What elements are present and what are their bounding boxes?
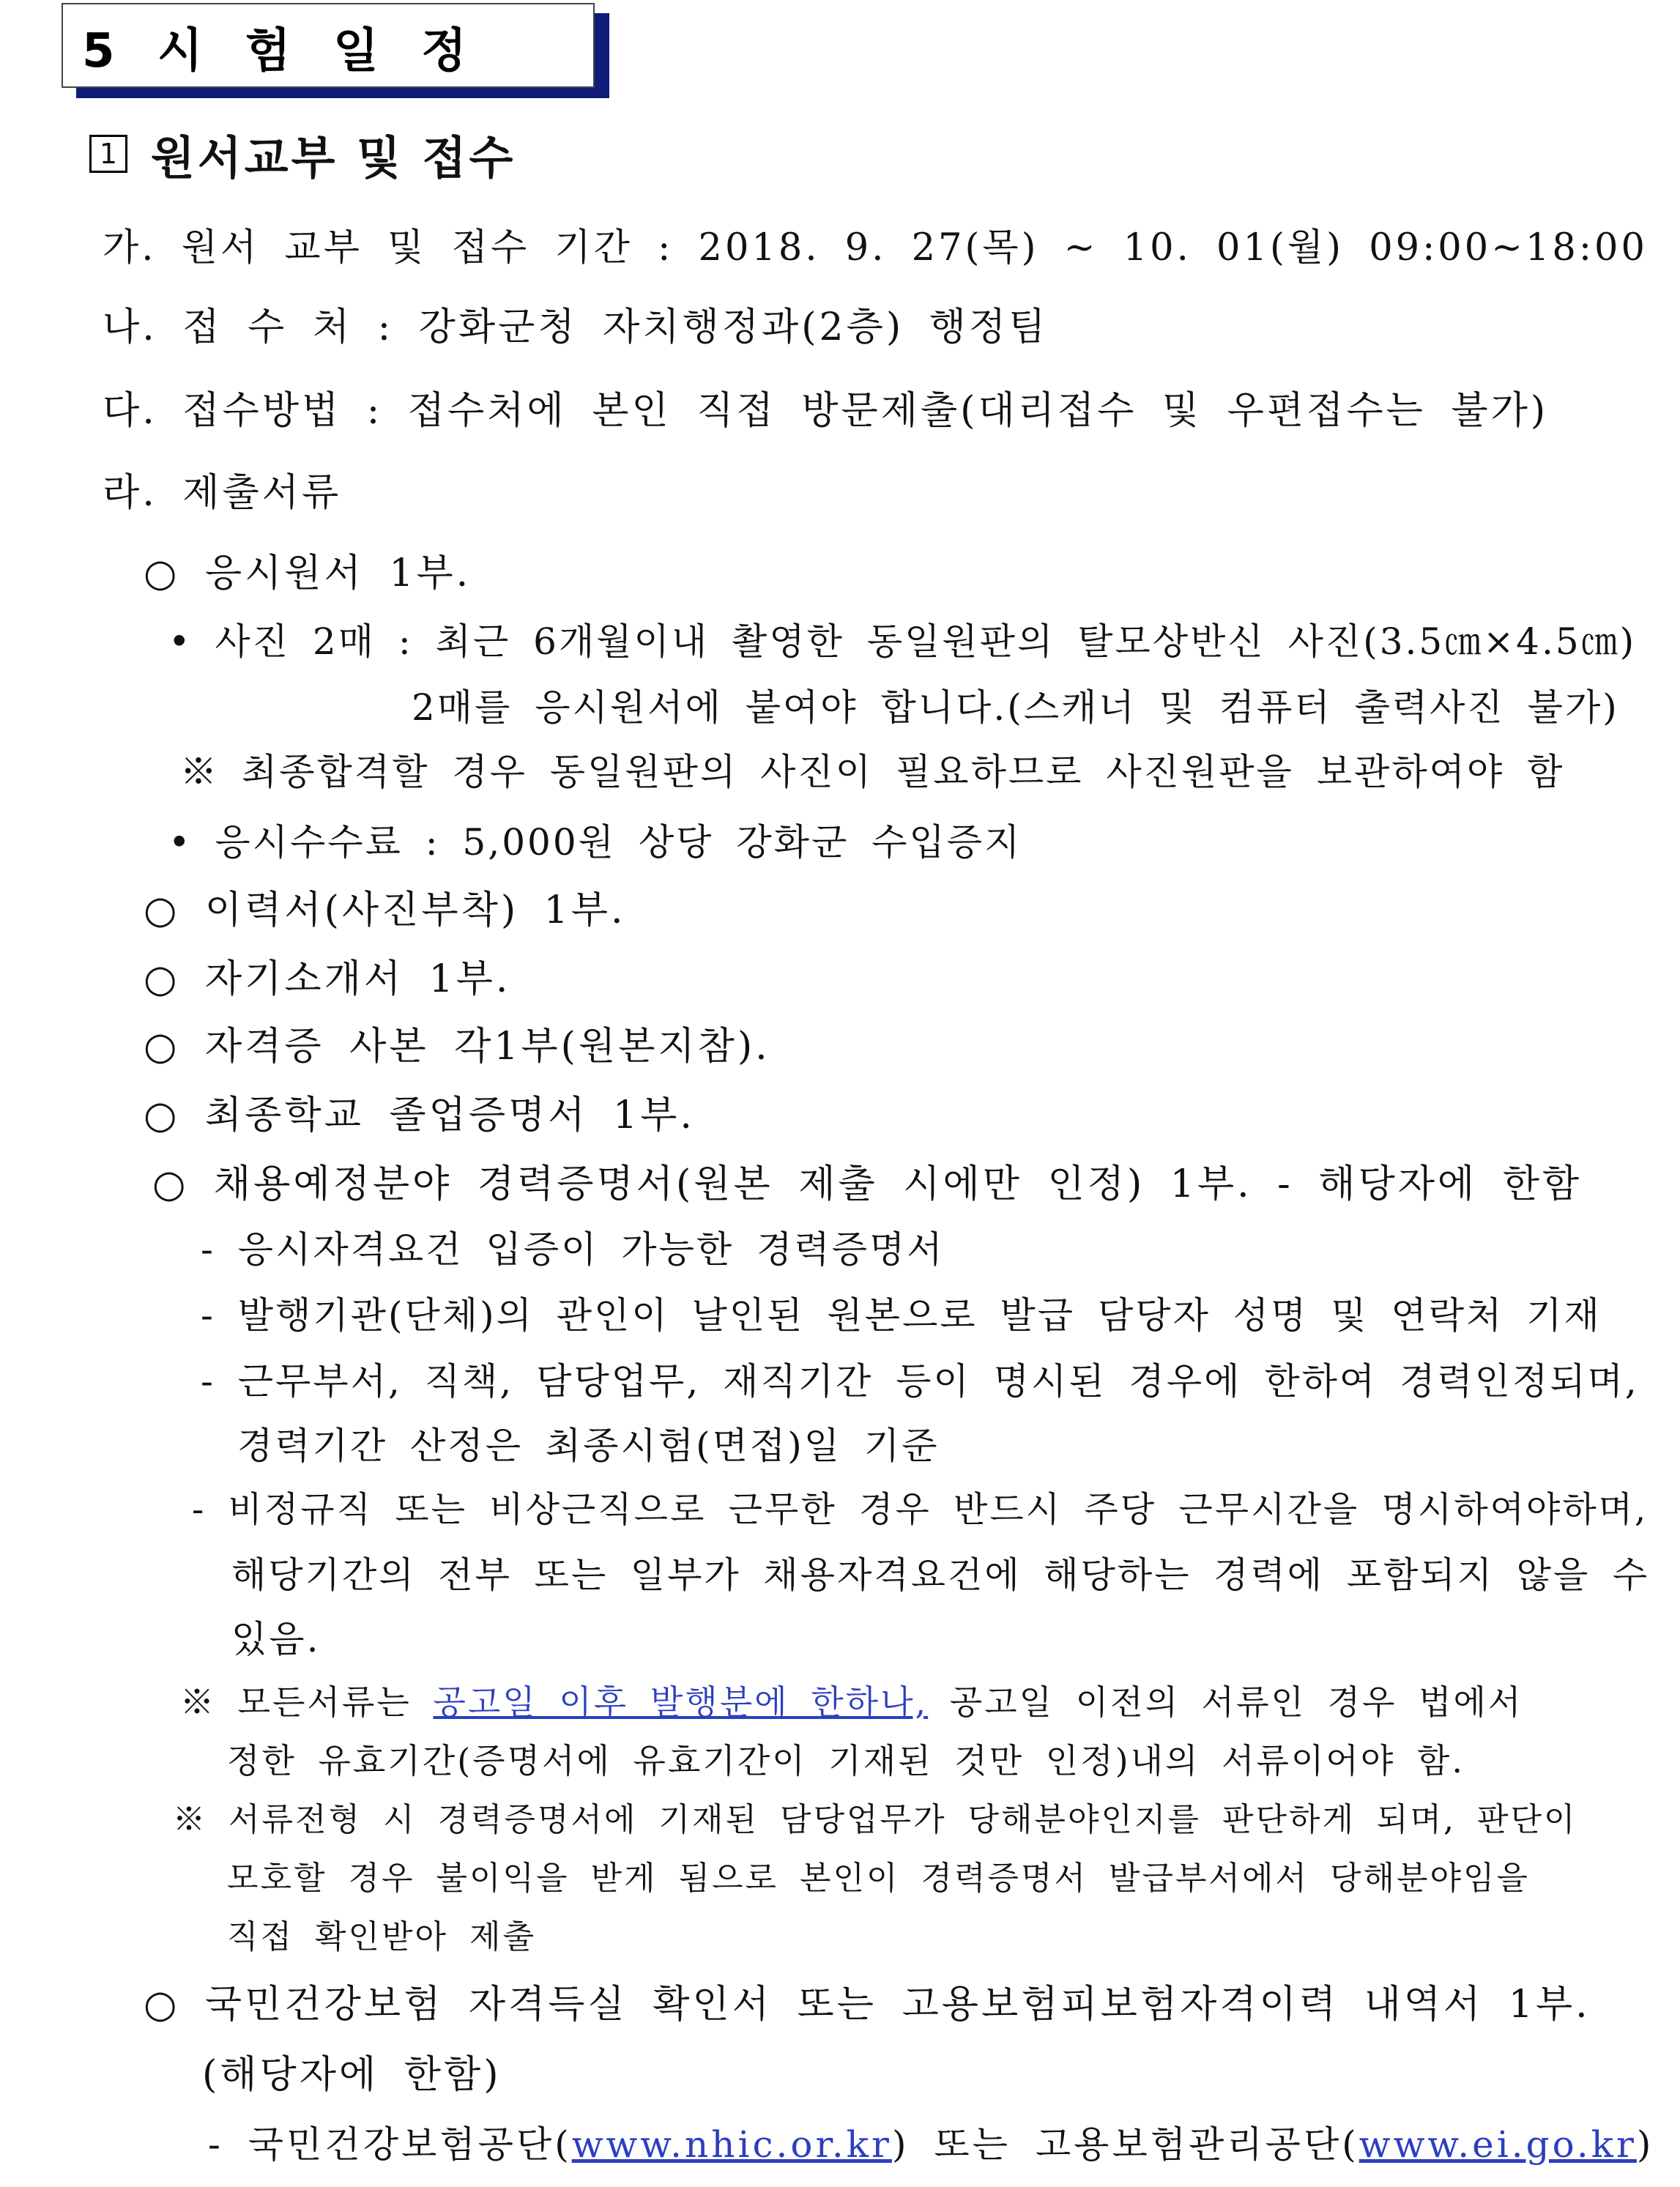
note-1-suffix: 공고일 이전의 서류인 경우 법에서 (928, 1682, 1523, 1722)
photo-line-2: 2매를 응시원서에 붙여야 합니다.(스캐너 및 컴퓨터 출력사진 불가) (412, 686, 1619, 729)
doc-insurance: ○ 국민건강보험 자격득실 확인서 또는 고용보험피보험자격이력 내역서 1부. (144, 1983, 1591, 2027)
career-detail-4c: 있음. (231, 1618, 321, 1660)
doc-career: ○ 채용예정분야 경력증명서(원본 제출 시에만 인정) 1부. - 해당자에 한함 (152, 1162, 1583, 1206)
insurance-mid: ) 또는 고용보험관리공단( (891, 2123, 1359, 2166)
doc-insurance-note: (해당자에 한함) (202, 2053, 502, 2097)
career-detail-2: - 발행기관(단체)의 관인이 날인된 원본으로 발급 담당자 성명 및 연락처 기재 (201, 1294, 1602, 1337)
bullet-icon: • (168, 620, 193, 663)
photo-line-1 (168, 612, 1636, 665)
item-place: 나. 접 수 처 : 강화군청 자치행정과(2층) 행정팀 (103, 305, 1049, 349)
doc-diploma: ○ 최종학교 졸업증명서 1부. (144, 1094, 695, 1137)
career-detail-1: - 응시자격요건 입증이 가능한 경력증명서 (201, 1228, 945, 1271)
career-detail-4b: 해당기간의 전부 또는 일부가 채용자격요건에 해당하는 경력에 포함되지 않을 수 (231, 1554, 1650, 1596)
note-1-underlined: 공고일 이후 발행분에 한하나, (433, 1682, 929, 1722)
note-2-line-c: 직접 확인받아 제출 (227, 1918, 537, 1956)
doc-license: ○ 자격증 사본 각1부(원본지참). (144, 1025, 770, 1069)
note-2-line-b: 모호할 경우 불이익을 받게 됨으로 본인이 경력증명서 발급부서에서 당해분야임을 (227, 1860, 1531, 1897)
section-number-box: 1 (89, 135, 127, 173)
note-1-prefix: ※ 모든서류는 (180, 1682, 434, 1722)
photo-text-1: 사진 2매 : 최근 6개월이내 촬영한 동일원판의 탈모상반신 사진(3.5㎝×4.5㎝) (215, 620, 1637, 663)
doc-intro: ○ 자기소개서 1부. (144, 957, 511, 1001)
doc-application: ○ 응시원서 1부. (144, 552, 472, 595)
photo-note: ※ 최종합격할 경우 동일원판의 사진이 필요하므로 사진원판을 보관하여야 함 (180, 751, 1565, 793)
insurance-prefix: - 국민건강보험공단( (208, 2123, 572, 2166)
insurance-suffix: ) (1636, 2123, 1654, 2166)
career-detail-3a: - 근무부서, 직책, 담당업무, 재직기간 등이 명시된 경우에 한하여 경력인정되며, (201, 1360, 1639, 1403)
item-method: 다. 접수방법 : 접수처에 본인 직접 방문제출(대리접수 및 우편접수는 불가) (103, 389, 1549, 433)
career-detail-3b: 경력기간 산정은 최종시험(면접)일 기준 (237, 1425, 940, 1467)
doc-resume: ○ 이력서(사진부착) 1부. (144, 888, 626, 932)
insurance-links (208, 2115, 1654, 2168)
note-1-line-a (180, 1676, 1523, 1724)
ei-link[interactable]: www.ei.go.kr (1359, 2123, 1637, 2166)
fee-line (168, 813, 1022, 866)
item-documents: 라. 제출서류 (103, 471, 342, 515)
career-detail-4a: - 비정규직 또는 비상근직으로 근무한 경우 반드시 주당 근무시간을 명시하여야하며, (192, 1489, 1649, 1530)
note-1-line-b: 정한 유효기간(증명서에 유효기간이 기재된 것만 인정)내의 서류이어야 함. (227, 1741, 1465, 1781)
bullet-icon: • (168, 821, 193, 864)
item-period: 가. 원서 교부 및 접수 기간 : 2018. 9. 27(목) ~ 10. 01(월) 09:00~18:00 (103, 226, 1648, 270)
page-title: 5 시 험 일 정 (82, 24, 480, 78)
note-2-line-a: ※ 서류전형 시 경력증명서에 기재된 담당업무가 당해분야인지를 판단하게 되며, 판단이 (173, 1801, 1577, 1838)
fee-text: 응시수수료 : 5,000원 상당 강화군 수입증지 (215, 821, 1022, 864)
nhic-link[interactable]: www.nhic.or.kr (571, 2123, 892, 2166)
section-title: 원서교부 및 접수 (151, 131, 516, 185)
